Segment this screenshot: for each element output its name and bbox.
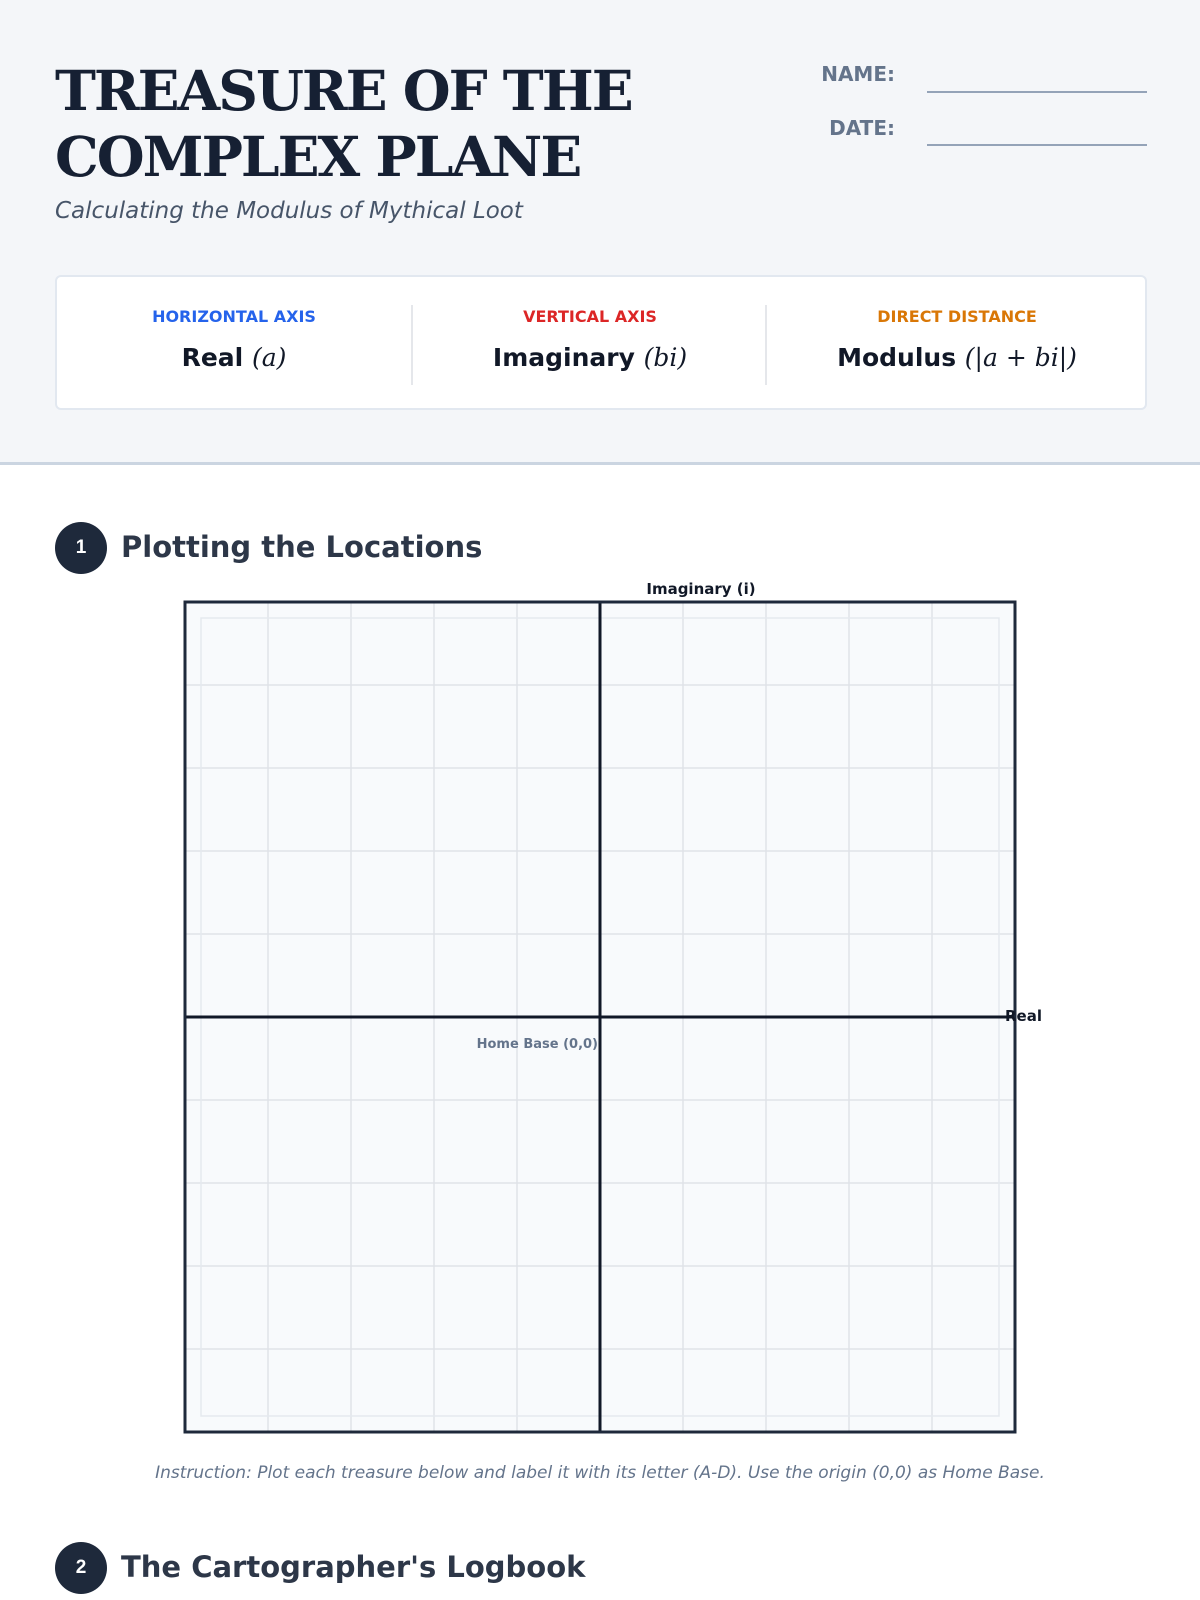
legend-horizontal-axis xyxy=(57,277,411,412)
date-label: DATE: xyxy=(829,116,895,140)
legend-horizontal-word: Real xyxy=(181,343,244,372)
section-title: Plotting the Locations xyxy=(121,530,483,564)
section-number-badge: 1 xyxy=(55,522,107,574)
name-field[interactable] xyxy=(927,91,1147,93)
section-number-badge: 2 xyxy=(55,1542,107,1594)
date-field[interactable] xyxy=(927,144,1147,146)
legend-divider xyxy=(765,305,767,385)
legend-distance-value xyxy=(769,343,1145,372)
page-subtitle: Calculating the Modulus of Mythical Loot xyxy=(55,198,523,224)
legend-vertical-symbol: (bi) xyxy=(643,343,688,372)
axis-legend-card xyxy=(55,275,1147,410)
origin-label: Home Base (0,0) xyxy=(476,1037,598,1052)
worksheet-header xyxy=(0,0,1200,465)
y-axis-label: Imaginary (i) xyxy=(646,580,756,598)
page-title: TREASURE OF THE COMPLEX PLANE xyxy=(55,58,632,189)
legend-horizontal-caption: HORIZONTAL AXIS xyxy=(152,307,316,326)
name-label: NAME: xyxy=(821,62,895,86)
x-axis-label: Real xyxy=(1005,1007,1042,1025)
complex-plane-plot[interactable] xyxy=(150,575,1050,1445)
legend-direct-distance xyxy=(769,277,1145,412)
legend-distance-caption: DIRECT DISTANCE xyxy=(877,307,1037,326)
legend-horizontal-value xyxy=(57,343,411,372)
legend-horizontal-symbol: (a) xyxy=(251,343,287,372)
legend-vertical-axis xyxy=(413,277,767,412)
legend-distance-symbol: (|a + bi|) xyxy=(964,343,1077,372)
legend-vertical-word: Imaginary xyxy=(492,343,635,372)
plot-instruction: Instruction: Plot each treasure below and label it with its letter (A-D). Use the origin (0,0) as Home Base. xyxy=(155,1463,1045,1483)
legend-distance-word: Modulus xyxy=(837,343,957,372)
complex-plane-svg[interactable] xyxy=(150,575,1050,1445)
section-title: The Cartographer's Logbook xyxy=(121,1550,586,1584)
legend-vertical-value xyxy=(413,343,767,372)
legend-vertical-caption: VERTICAL AXIS xyxy=(523,307,657,326)
